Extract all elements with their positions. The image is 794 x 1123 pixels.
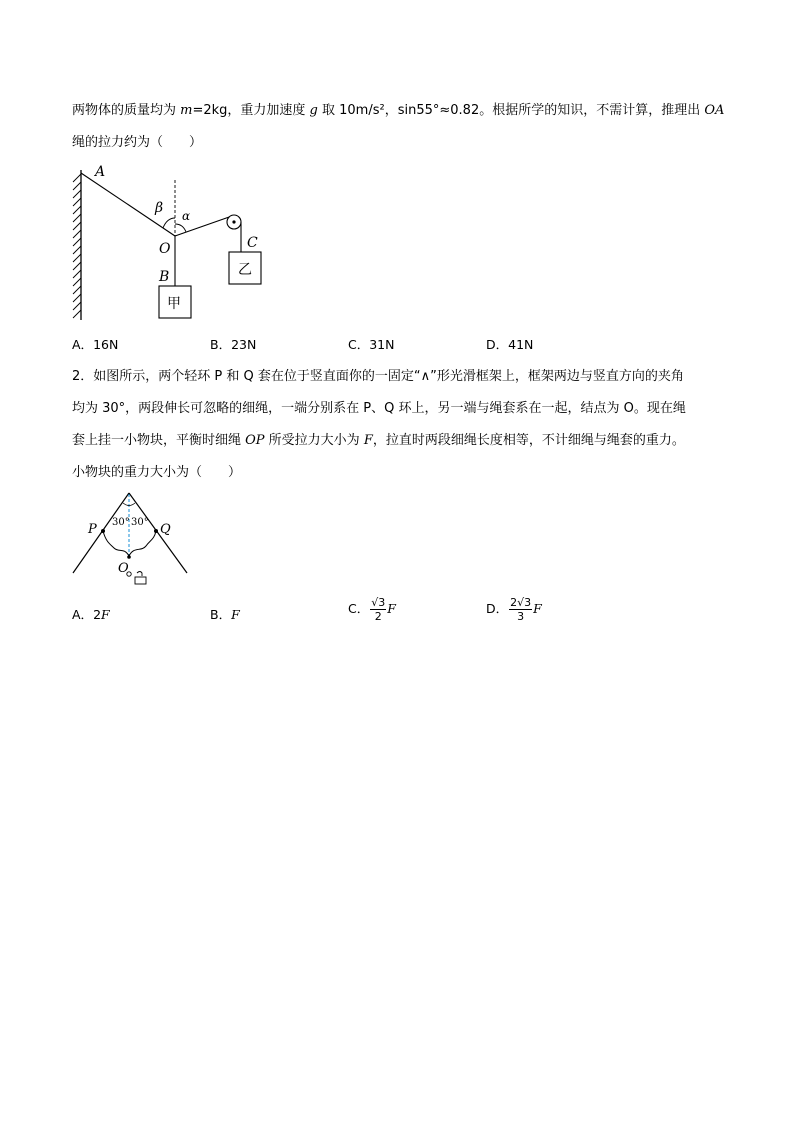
fraction <box>509 596 532 623</box>
q2-stem-line-4: 小物块的重力大小为（ ） <box>72 465 242 480</box>
fraction <box>370 596 386 623</box>
option-letter: C． <box>348 601 370 616</box>
fraction-denominator: 2 <box>374 610 382 623</box>
q1-text: =2kg，重力加速度 <box>192 103 310 118</box>
label-o: O <box>159 241 171 257</box>
q2-text: 所受拉力大小为 <box>264 433 364 448</box>
label-c: C <box>247 235 258 251</box>
option-letter: B． <box>210 337 232 352</box>
q2-stem-line-1: 2．如图所示，两个轻环 P 和 Q 套在位于竖直面你的一固定“∧”形光滑框架上，框架两边与竖直方向的夹角 <box>72 369 684 384</box>
q2-stem-line-3 <box>72 432 685 450</box>
small-block <box>135 577 146 584</box>
string-oq <box>129 531 156 556</box>
oa-symbol: OA <box>704 103 725 118</box>
wall-hatching <box>73 174 81 318</box>
label-alpha: α <box>182 209 191 223</box>
q2-figure <box>66 490 196 590</box>
option-letter: D． <box>486 601 509 616</box>
block-yi-label: 乙 <box>238 262 252 278</box>
q1-text: 取 10m/s²，sin55°≈0.82。根据所学的知识，不需计算，推理出 <box>317 103 705 118</box>
option-text: 16N <box>93 337 119 352</box>
q1-option-d[interactable] <box>486 336 533 354</box>
q2-option-d[interactable] <box>486 596 542 623</box>
beta-arc <box>163 218 175 228</box>
gravity-symbol: g <box>309 103 318 118</box>
q1-stem-line-1 <box>72 102 724 120</box>
string-op <box>103 531 129 556</box>
alpha-arc <box>175 224 186 232</box>
option-letter: D． <box>486 337 509 352</box>
label-b: B <box>159 269 170 285</box>
label-a: A <box>95 164 106 180</box>
option-text: 23N <box>231 337 257 352</box>
option-letter: B． <box>210 607 232 622</box>
frame-right <box>129 493 187 573</box>
option-text: 41N <box>508 337 534 352</box>
q2-text: 套上挂一小物块，平衡时细绳 <box>72 433 246 448</box>
q2-option-c[interactable] <box>348 596 396 623</box>
option-variable: F <box>533 601 542 616</box>
option-text: 31N <box>369 337 395 352</box>
mass-symbol: m <box>180 103 193 118</box>
op-symbol: OP <box>245 433 265 448</box>
option-letter: A． <box>72 337 94 352</box>
q1-text: 两物体的质量均为 <box>72 103 181 118</box>
option-letter: A． <box>72 607 94 622</box>
option-coefficient: 2 <box>93 607 102 622</box>
label-beta: β <box>155 200 164 216</box>
option-letter: C． <box>348 337 370 352</box>
option-variable: F <box>231 607 240 622</box>
knot-o <box>127 555 131 559</box>
block-jia-label: 甲 <box>167 296 181 312</box>
q1-option-b[interactable] <box>210 336 256 354</box>
fraction-numerator: 2√3 <box>510 596 532 609</box>
label-o: O <box>118 561 129 576</box>
q2-option-a[interactable] <box>72 606 110 624</box>
angle-label-right: 30° <box>131 517 149 528</box>
q1-stem-line-2: 绳的拉力约为（ ） <box>72 135 203 150</box>
fraction-denominator: 3 <box>517 610 525 623</box>
fraction-numerator: √3 <box>371 596 386 609</box>
angle-label-left: 30° <box>112 517 130 528</box>
option-variable: F <box>387 601 396 616</box>
q2-stem-line-2: 均为 30°，两段伸长可忽略的细绳，一端分别系在 P、Q 环上，另一端与绳套系在一起，结点为 O。现在绳 <box>72 401 686 416</box>
q1-option-c[interactable] <box>348 336 395 354</box>
label-p: P <box>88 522 97 537</box>
hook <box>137 572 142 577</box>
q1-option-a[interactable] <box>72 336 118 354</box>
q1-figure <box>66 160 286 325</box>
q2-text: ，拉直时两段细绳长度相等，不计细绳与绳套的重力。 <box>372 433 685 448</box>
q2-option-b[interactable] <box>210 606 240 624</box>
force-symbol: F <box>363 433 373 448</box>
option-variable: F <box>101 607 110 622</box>
pulley-axle <box>232 220 235 223</box>
label-q: Q <box>160 522 171 537</box>
